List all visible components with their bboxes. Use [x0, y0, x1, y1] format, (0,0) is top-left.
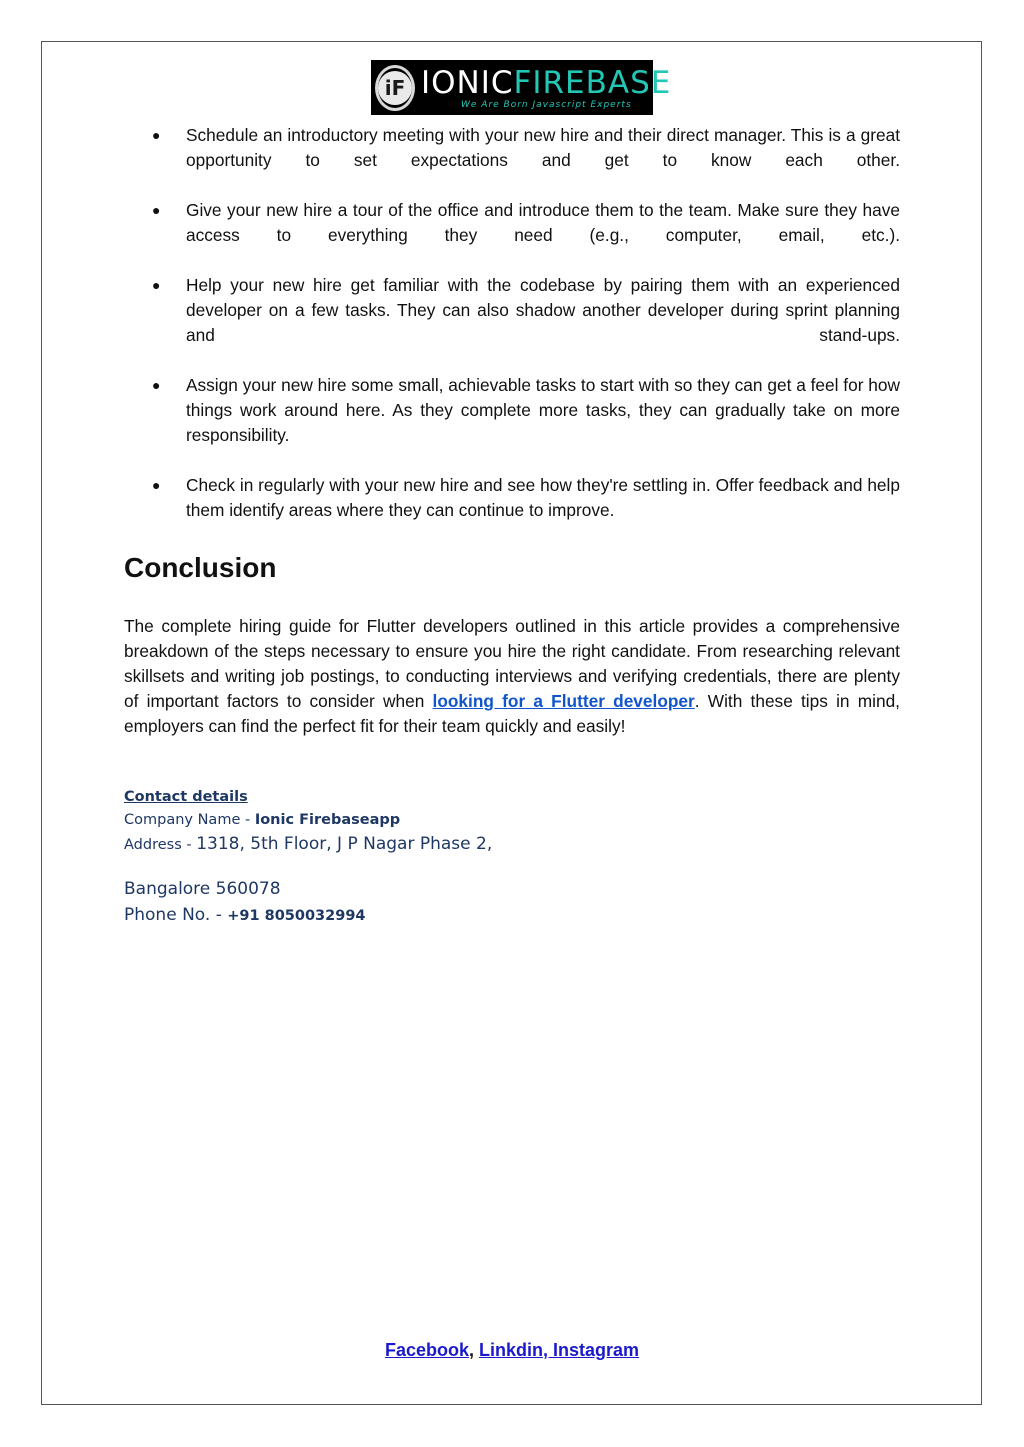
conclusion-paragraph — [124, 614, 900, 739]
conclusion-heading: Conclusion — [124, 552, 277, 583]
bullet-icon: ● — [152, 202, 161, 218]
conclusion-text-end: . With these tips in mind, employers can find the perfect fit for their team quickly and easily! — [124, 691, 900, 736]
company-name-line — [124, 808, 492, 832]
logo-tagline: We Are Born Javascript Experts — [461, 99, 632, 110]
list-item-text: Help your new hire get familiar with the codebase by pairing them with an experienced developer on a few tasks. They can also shadow another developer during sprint planning and stand-ups. — [186, 275, 900, 345]
phone-value: +91 8050032994 — [227, 908, 366, 924]
address-city: Bangalore 560078 — [124, 879, 281, 899]
logo-wordmark — [421, 66, 671, 110]
social-links-footer — [0, 1340, 1024, 1361]
bullet-icon: ● — [152, 477, 161, 493]
address-label: Address - — [124, 837, 197, 853]
onboarding-tips-list — [124, 123, 900, 548]
conclusion-text-start: The complete hiring guide for Flutter developers outlined in this article provides a comprehensive breakdown of the steps necessary to ensure you hire the right candidate. From researching relevant skillsets and writing job postings, to conducting interviews and verifying credentials, there are plenty of important factors to consider when — [124, 616, 900, 711]
phone-line — [124, 903, 492, 928]
bullet-icon: ● — [152, 277, 161, 293]
phone-label: Phone No. - — [124, 905, 228, 925]
contact-title: Contact details — [124, 789, 248, 805]
footer-separator: , — [468, 1340, 479, 1360]
logo-word-firebase: FIREBASE — [513, 64, 672, 101]
list-item — [124, 273, 900, 348]
address-value: 1318, 5th Floor, J P Nagar Phase 2, — [196, 834, 493, 854]
flutter-developer-link[interactable]: looking for a Flutter developer — [432, 691, 695, 711]
address-line — [124, 832, 492, 857]
list-item — [124, 123, 900, 173]
facebook-link[interactable]: Facebook — [384, 1340, 469, 1360]
logo-badge-text: iF — [378, 71, 412, 105]
bullet-icon: ● — [152, 377, 161, 393]
list-item — [124, 198, 900, 248]
list-item-text: Check in regularly with your new hire and see how they're settling in. Offer feedback and help them identify areas where they can continue to improve. — [186, 475, 900, 520]
logo-word-ionic: IONIC — [421, 64, 514, 101]
company-logo — [371, 60, 672, 115]
list-item-text: Schedule an introductory meeting with your new hire and their direct manager. This is a great opportunity to set expectations and get to know each other. — [186, 125, 900, 170]
list-item — [124, 473, 900, 523]
company-value: Ionic Firebaseapp — [254, 812, 401, 828]
list-item-text: Give your new hire a tour of the office and introduce them to the team. Make sure they have access to everything they need (e.g., computer, email, etc.). — [186, 200, 900, 245]
list-item — [124, 373, 900, 448]
list-item-text: Assign your new hire some small, achievable tasks to start with so they can get a feel for how things work around here. As they complete more tasks, they can gradually take on more responsibility. — [186, 375, 900, 445]
bullet-icon: ● — [152, 127, 161, 143]
logo-badge-icon — [375, 65, 415, 111]
company-label: Company Name - — [124, 812, 255, 828]
contact-details — [124, 786, 492, 928]
linkedin-instagram-link[interactable]: Linkdin, Instagram — [479, 1340, 640, 1360]
